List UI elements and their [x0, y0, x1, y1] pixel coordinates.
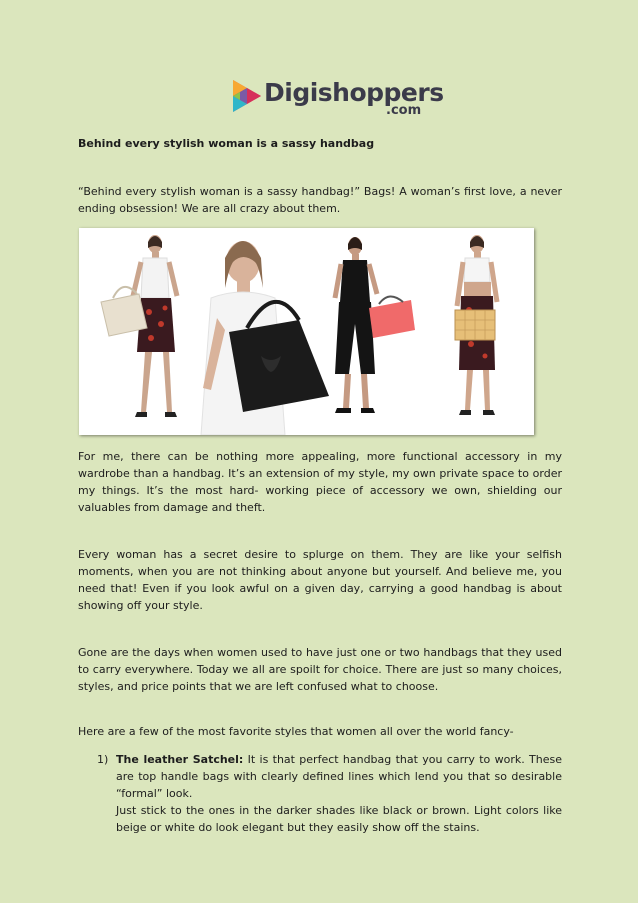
list-item-body — [116, 751, 562, 836]
intro-paragraph: “Behind every stylish woman is a sassy handbag!” Bags! A woman’s first love, a never ending obsession! We are all crazy about them. — [78, 185, 562, 215]
handbag-models-photo — [79, 228, 534, 435]
list-item-text: It is that perfect handbag that you carry to work. These are top handle bags with clearly defined lines which lend you that so desirable “formal” look. — [116, 753, 563, 800]
paragraph-favorite-styles: Here are a few of the most favorite styles that women all over the world fancy- — [78, 725, 514, 738]
play-triangle-icon — [231, 78, 263, 114]
list-item-number: 1) — [97, 753, 109, 766]
list-item-heading: The leather Satchel: — [116, 753, 244, 766]
model-coral-bag — [335, 237, 415, 413]
model-beige-bag — [101, 235, 177, 417]
model-tan-bag — [455, 235, 497, 415]
brand-logo[interactable] — [231, 78, 444, 122]
paragraph-secret-desire: Every woman has a secret desire to splurge on them. They are like your selfish moments, when you are not thinking about anyone but yourself. And believe me, you need that! Even if you look awful on a given day, carrying a good handbag is about showing off your style. — [78, 548, 562, 612]
paragraph-spoilt-for-choice: Gone are the days when women used to have just one or two handbags that they used to carry everywhere. Today we all are spoilt for choice. There are just so many choices, styles, and price points that we are left confused what to choose. — [78, 646, 562, 693]
paragraph-functional-accessory: For me, there can be nothing more appealing, more functional accessory in my wardrobe than a handbag. It’s an extension of my style, my own private space to order my things. It’s the most hard- working piece of accessory we own, shielding our valuables from damage and theft. — [78, 450, 562, 514]
brand-name: Digishoppers — [264, 78, 444, 107]
list-item-text-continued: Just stick to the ones in the darker shades like black or brown. Light colors like beige or white do look elegant but they easily show off the stains. — [116, 804, 562, 834]
article-title: Behind every stylish woman is a sassy handbag — [78, 137, 375, 150]
model-black-bag — [201, 241, 329, 435]
brand-suffix: .com — [386, 103, 422, 118]
